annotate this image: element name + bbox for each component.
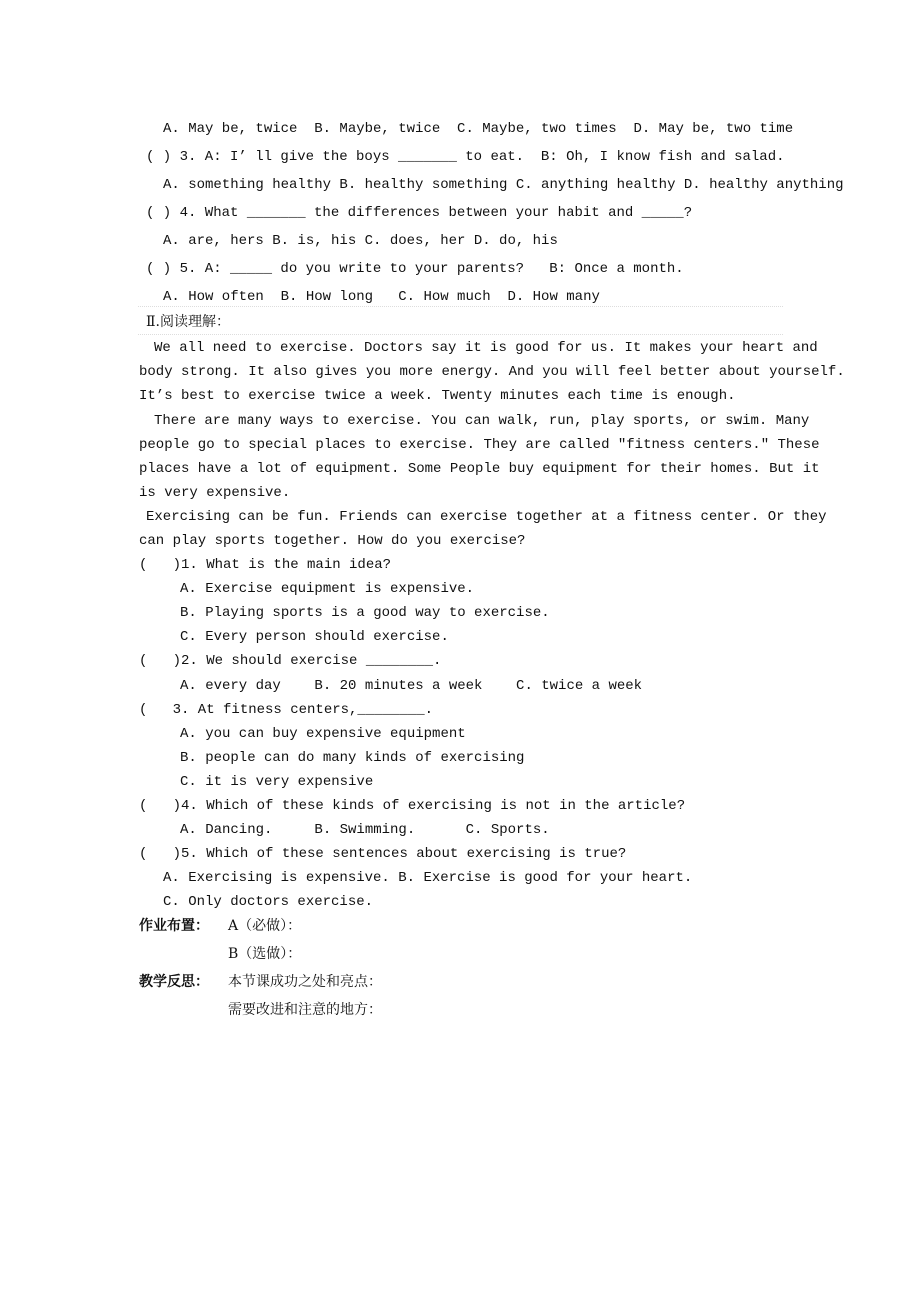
exercise-line: A. something healthy B. healthy something C. anything healthy D. healthy anything — [163, 177, 844, 193]
reflection-label: 教学反思： — [139, 974, 209, 990]
exercise-line: A. are, hers B. is, his C. does, her D. do, his — [163, 233, 558, 249]
divider — [138, 306, 783, 307]
homework-a: A（必做）： — [228, 918, 302, 934]
passage-line: is very expensive. — [139, 485, 291, 501]
question-line: ( )5. Which of these sentences about exercising is true? — [139, 846, 627, 862]
question-line: ( )4. Which of these kinds of exercising is not in the article? — [139, 798, 686, 814]
exercise-line: ( ) 3. A: I’ ll give the boys _______ to eat. B: Oh, I know fish and salad. — [146, 149, 785, 165]
passage-line: There are many ways to exercise. You can walk, run, play sports, or swim. Many — [154, 413, 810, 429]
passage-line: Exercising can be fun. Friends can exercise together at a fitness center. Or they — [146, 509, 827, 525]
question-line: C. Every person should exercise. — [180, 629, 449, 645]
question-line: B. people can do many kinds of exercising — [180, 750, 525, 766]
question-line: A. Dancing. B. Swimming. C. Sports. — [180, 822, 550, 838]
reflection-line-2: 需要改进和注意的地方： — [228, 1002, 382, 1018]
question-line: A. Exercise equipment is expensive. — [180, 581, 475, 597]
question-line: ( )2. We should exercise ________. — [139, 653, 442, 669]
exercise-line: A. How often B. How long C. How much D. How many — [163, 289, 600, 305]
exercise-line: ( ) 4. What _______ the differences between your habit and _____? — [146, 205, 693, 221]
divider — [138, 334, 783, 335]
passage-line: places have a lot of equipment. Some People buy equipment for their homes. But it — [139, 461, 820, 477]
passage-line: body strong. It also gives you more energy. And you will feel better about yourself. — [139, 364, 845, 380]
passage-line: can play sports together. How do you exercise? — [139, 533, 526, 549]
passage-line: people go to special places to exercise. They are called "fitness centers." These — [139, 437, 820, 453]
section-title: Ⅱ.阅读理解： — [146, 314, 230, 330]
passage-line: We all need to exercise. Doctors say it is good for us. It makes your heart and — [154, 340, 818, 356]
homework-label: 作业布置： — [139, 918, 209, 934]
question-line: C. Only doctors exercise. — [163, 894, 374, 910]
passage-line: It’s best to exercise twice a week. Twenty minutes each time is enough. — [139, 388, 736, 404]
question-line: B. Playing sports is a good way to exercise. — [180, 605, 550, 621]
exercise-line: ( ) 5. A: _____ do you write to your parents? B: Once a month. — [146, 261, 684, 277]
question-line: ( 3. At fitness centers,________. — [139, 702, 434, 718]
exercise-line: A. May be, twice B. Maybe, twice C. Maybe, two times D. May be, two time — [163, 121, 794, 137]
question-line: C. it is very expensive — [180, 774, 374, 790]
question-line: ( )1. What is the main idea? — [139, 557, 392, 573]
question-line: A. every day B. 20 minutes a week C. twice a week — [180, 678, 643, 694]
question-line: A. Exercising is expensive. B. Exercise is good for your heart. — [163, 870, 693, 886]
homework-b: B（选做）： — [228, 946, 302, 962]
question-line: A. you can buy expensive equipment — [180, 726, 466, 742]
reflection-line-1: 本节课成功之处和亮点： — [228, 974, 382, 990]
